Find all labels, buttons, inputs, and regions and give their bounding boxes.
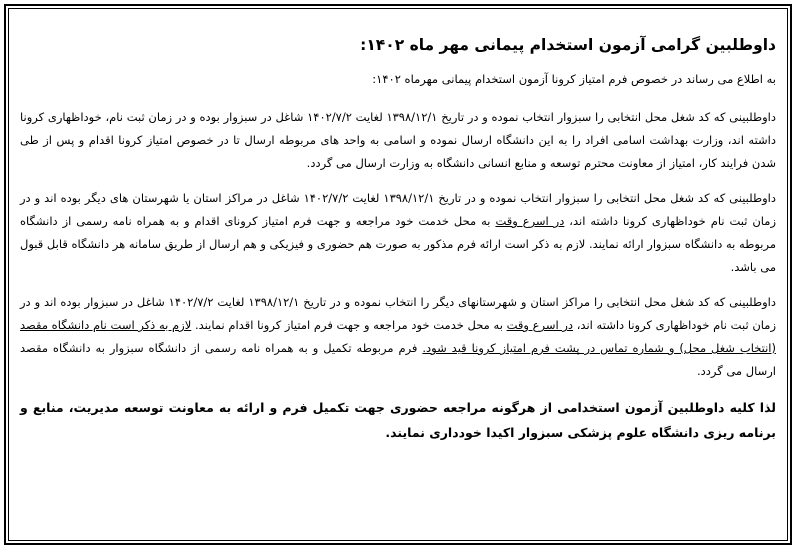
paragraph-2-text-b: به محل خدمت خود مراجعه و جهت فرم امتیاز کرونای اقدام و به همراه نامه رسمی از دانشگاه مربوطه به دانشگاه سبزوار ارائه نمایند. لازم به ذکر است ارائه فرم مذکور به صورت هم حضوری و فیزیکی و هم ارسال از طریق سامانه هر دانشگاه قابل قبول می باشد. — [20, 214, 776, 274]
notice-content — [20, 34, 776, 445]
notice-final-note: لذا کلیه داوطلبین آزمون استخدامی از هرگونه مراجعه حضوری جهت تکمیل فرم و ارائه به معاونت توسعه مدیریت، منابع و برنامه ریزی دانشگاه علوم پزشکی سبزوار اکیدا خودداری نمایند. — [20, 400, 776, 440]
paragraph-3-text-c: فرم مربوطه تکمیل و به همراه نامه رسمی از دانشگاه سبزوار به دانشگاه مقصد ارسال می گردد. — [20, 341, 776, 378]
notice-paragraph-1: داوطلبینی که کد شغل محل انتخابی را سبزوار انتخاب نموده و در تاریخ ۱۳۹۸/۱۲/۱ لغایت ۱۴۰۲/۷/۲ شاغل در سبزوار بوده و در زمان ثبت نام، خوداظهاری کرونا داشته اند، وزارت بهداشت اسامی افراد را به این دانشگاه ارسال نموده و اسامی به واحد های مربوطه ارسال تا در خصوص امتیاز کرونا اقدام و پس از طی شدن فرایند کار، امتیاز از معاونت محترم توسعه و منابع انسانی دانشگاه به وزارت ارسال می گردد. — [20, 110, 777, 170]
paragraph-2-underlined-asap: در اسرع وقت — [495, 214, 565, 228]
paragraph-3-underlined-note: لازم به ذکر است نام دانشگاه مقصد (انتخاب شغل محل) و شماره تماس در پشت فرم امتیاز کرونا قید شود. — [20, 318, 776, 355]
notice-paragraph-3 — [20, 291, 776, 383]
notice-paragraph-2 — [20, 187, 776, 279]
notice-frame — [4, 4, 792, 545]
paragraph-3-text-b: به محل خدمت خود مراجعه و جهت فرم امتیاز کرونا اقدام نمایند. — [191, 318, 507, 332]
paragraph-3-underlined-asap: در اسرع وقت — [506, 318, 574, 332]
notice-intro: به اطلاع می رساند در خصوص فرم امتیاز کرونا آزمون استخدام پیمانی مهرماه ۱۴۰۲: — [372, 72, 776, 86]
paragraph-3-text-a: داوطلبینی که کد شغل محل انتخابی را مراکز استان و شهرستانهای دیگر را انتخاب نموده و در تاریخ ۱۳۹۸/۱۲/۱ لغایت ۱۴۰۲/۷/۲ شاغل در سبزوار بوده اند و در زمان ثبت نام خوداظهاری کرونا داشته اند، — [20, 295, 776, 332]
paragraph-2-text-a: داوطلبینی که کد شغل محل انتخابی را سبزوار انتخاب نموده و در تاریخ ۱۳۹۸/۱۲/۱ لغایت ۱۴۰۲/۷/۲ شاغل در مراکز استان یا شهرستان های دیگر بوده اند و در زمان ثبت نام خوداظهاری کرونا داشته اند، — [20, 191, 777, 228]
notice-title: داوطلبین گرامی آزمون استخدام پیمانی مهر ماه ۱۴۰۲: — [360, 36, 776, 54]
